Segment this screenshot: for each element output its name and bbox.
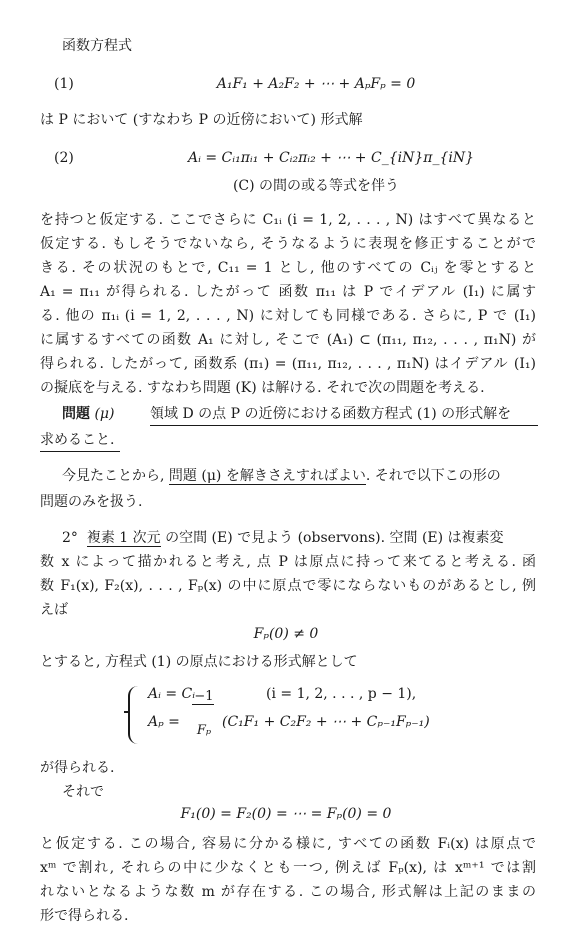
underlined-text: 問題 (μ) を解きさえすればよい xyxy=(168,468,366,484)
equation-2 xyxy=(0,148,572,168)
paragraph-text: を持つと仮定する. ここでさらに C₁ᵢ (i = 1, 2, . . . , N) はすべて異なると xyxy=(40,212,536,228)
problem-line-2-row xyxy=(0,430,572,450)
paragraph-line xyxy=(0,906,572,926)
problem-label: 問題 xyxy=(62,406,90,422)
paragraph-text: が得られる. xyxy=(40,760,115,776)
paragraph-line xyxy=(0,354,572,374)
section-2-text xyxy=(62,528,558,548)
paragraph-line xyxy=(0,282,572,302)
equation-formula: Aᵢ = Cᵢ₁πᵢ₁ + Cᵢ₂πᵢ₂ + ⋯ + C_{iN}π_{iN} xyxy=(188,150,474,166)
paragraph-line xyxy=(0,210,572,230)
paragraph-line xyxy=(0,652,572,672)
paragraph-text: に属するすべての函数 A₁ に対し, そこで (A₁) ⊂ (π₁₁, π₁₂, . . . , π₁N) が xyxy=(40,332,536,348)
section-title: 函数方程式 xyxy=(62,38,132,54)
paragraph-line xyxy=(0,466,572,486)
paragraph-line xyxy=(0,110,572,130)
paragraph-line xyxy=(0,258,572,278)
paragraph-line xyxy=(0,882,572,902)
paragraph-text: それで xyxy=(62,784,104,800)
equation-3 xyxy=(0,624,572,644)
paragraph-line xyxy=(0,834,572,854)
paragraph-line xyxy=(0,378,572,398)
paragraph-text: 仮定する. もしそうでないなら, そうなるように表現を修正することがで xyxy=(40,236,536,252)
problem-statement xyxy=(0,404,572,424)
text-fragment: . それで以下この形の xyxy=(365,468,501,484)
paragraph-text: の擬底を与える. すなわち問題 (K) は解ける. それで次の問題を考える. xyxy=(40,380,485,396)
paragraph-text: 形で得られる. xyxy=(40,908,129,924)
underlined-text: 複素 1 次元 xyxy=(86,530,161,546)
system-lhs: Aᵢ = Cᵢ xyxy=(148,686,196,702)
section-number: 2° xyxy=(62,530,78,546)
problem-line-2: 求めること. xyxy=(40,432,115,448)
paragraph-line xyxy=(0,552,572,572)
fraction-bar xyxy=(192,704,214,705)
paragraph-line xyxy=(0,758,572,778)
paragraph-line xyxy=(0,858,572,878)
equation-1 xyxy=(0,74,572,94)
paragraph-line xyxy=(0,492,572,512)
underline xyxy=(150,425,538,426)
equation-formula: Fₚ(0) ≠ 0 xyxy=(253,626,319,642)
paragraph-text: とすると, 方程式 (1) の原点における形式解として xyxy=(40,654,358,670)
system-lhs: Aₚ = xyxy=(148,714,180,730)
paragraph-text: 問題のみを扱う. xyxy=(40,494,143,510)
paragraph-line xyxy=(0,330,572,350)
system-condition: (i = 1, 2, . . . , p − 1), xyxy=(266,686,417,702)
text-fragment: の空間 (E) で見よう (observons). 空間 (E) は複素変 xyxy=(165,530,504,546)
equation-formula: A₁F₁ + A₂F₂ + ⋯ + AₚFₚ = 0 xyxy=(216,76,416,92)
paragraph-line xyxy=(0,234,572,254)
paragraph-text xyxy=(62,466,558,486)
fraction-denominator: Fₚ xyxy=(196,723,212,738)
fraction-numerator-row xyxy=(0,690,572,704)
paragraph-text: る. 他の π₁ᵢ (i = 1, 2, . . . , N) に対しても同様である. さらに, P で (I₁) xyxy=(40,308,536,324)
paragraph-text: えば xyxy=(40,602,68,618)
paragraph-line xyxy=(0,600,572,620)
paragraph-line xyxy=(0,576,572,596)
paragraph-text: 数 F₁(x), F₂(x), . . . , Fₚ(x) の中に原点で零にならないものがあるとし, 例 xyxy=(40,578,536,594)
problem-line-1: 領域 D の点 P の近傍における函数方程式 (1) の形式解を xyxy=(150,406,512,422)
paragraph-text: 得られる. したがって, 函数系 (π₁) = (π₁₁, π₁₂, . . . , π₁N) はイデアル (I₁) xyxy=(40,356,536,372)
section-title-line xyxy=(0,36,572,56)
system-rhs: (C₁F₁ + C₂F₂ + ⋯ + Cₚ₋₁Fₚ₋₁) xyxy=(222,714,430,730)
paragraph-text: A₁ = π₁₁ が得られる. したがって 函数 π₁₁ は P でイデアル (I₁) に属す xyxy=(40,284,536,300)
paragraph-text: 数 x によって描かれると考え, 点 P は原点に持って来てると考える. 函 xyxy=(40,554,536,570)
fraction-denominator-row xyxy=(0,722,572,740)
equation-number: (2) xyxy=(54,150,74,166)
text-fragment: 今見たことから, xyxy=(62,468,169,484)
equation-2-note-line xyxy=(0,176,572,196)
section-2-line xyxy=(0,528,572,548)
equation-note: (C) の間の或る等式を伴う xyxy=(232,178,400,194)
problem-mu: (μ) xyxy=(94,406,115,422)
paragraph-text: きる. その状況のもとで, C₁₁ = 1 とし, 他のすべての Cᵢⱼ を零とすると xyxy=(40,260,536,276)
equation-number: (1) xyxy=(54,76,74,92)
paragraph-text: れないとなるような数 m が存在する. この場合, 形式解は上記のままの xyxy=(40,884,536,900)
paragraph-line xyxy=(0,782,572,802)
equation-formula: F₁(0) = F₂(0) = ⋯ = Fₚ(0) = 0 xyxy=(180,806,392,822)
underline xyxy=(40,451,120,452)
paragraph-line xyxy=(0,306,572,326)
paragraph-text: は P において (すなわち P の近傍において) 形式解 xyxy=(40,112,363,128)
equation-4 xyxy=(0,804,572,824)
fraction-numerator: −1 xyxy=(194,689,214,704)
paragraph-text: と仮定する. この場合, 容易に分かる様に, すべての函数 Fᵢ(x) は原点で xyxy=(40,836,536,852)
paragraph-text: xᵐ で割れ, それらの中に少なくとも一つ, 例えば Fₚ(x), は xᵐ⁺¹ では割 xyxy=(40,860,536,876)
